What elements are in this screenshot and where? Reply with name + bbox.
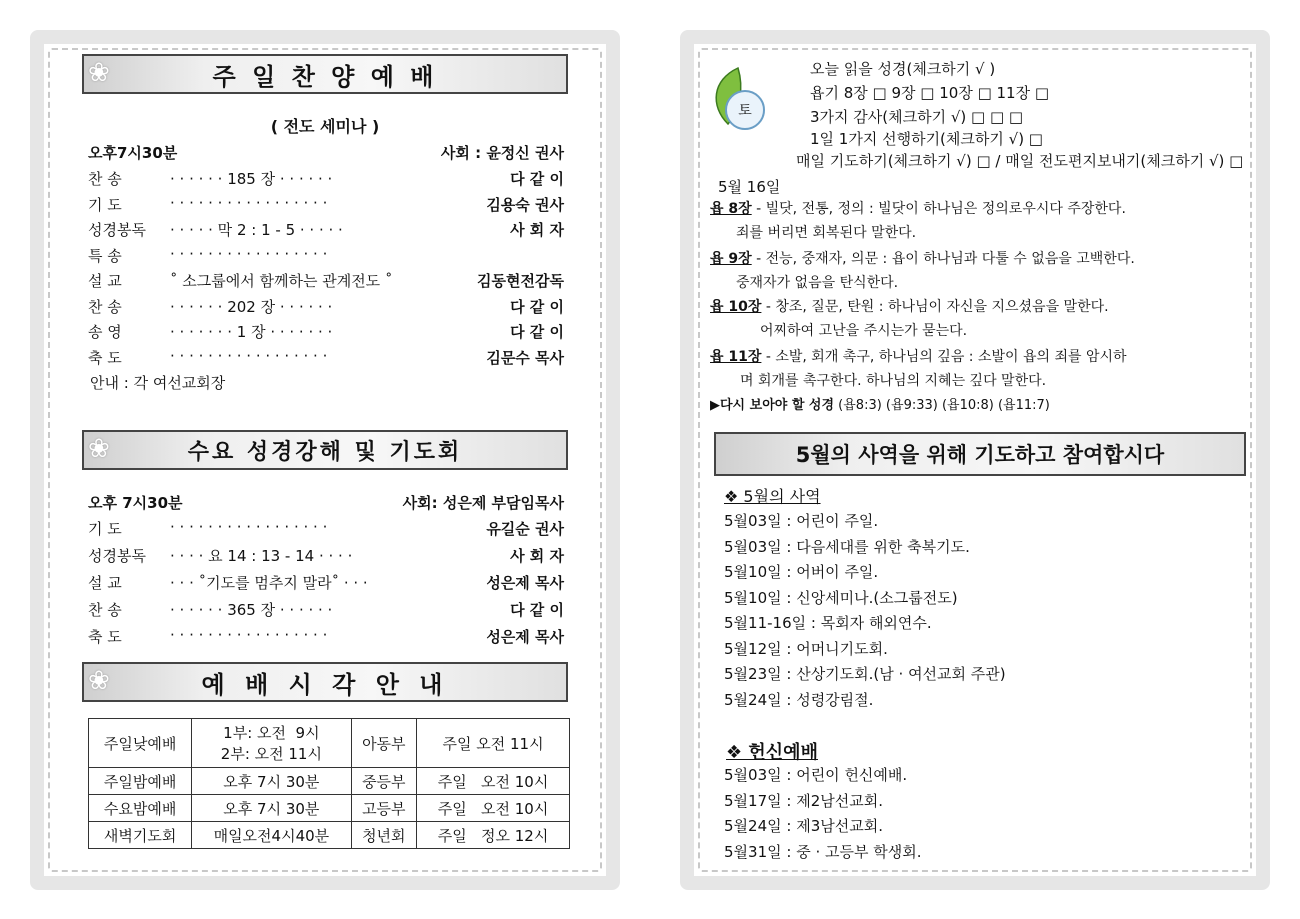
order-leader: 다 같 이 (510, 601, 564, 619)
order-detail: · · · · · 막 2 : 1 - 5 · · · · · (170, 221, 343, 239)
may-ministry-subtitle: ❖ 5월의 사역 (724, 487, 821, 506)
order-leader: 성은제 목사 (486, 628, 564, 646)
order-detail: · · · ˚기도를 멈추지 말라˚ · · · (170, 574, 368, 592)
order-detail: · · · · · · · · · · · · · · · · · (170, 346, 328, 365)
verse-text-8b: 죄를 버리면 회복된다 말한다. (736, 225, 917, 241)
schedule-header (82, 662, 568, 702)
order-leader: 다 같 이 (510, 323, 564, 341)
may-ministry-title: 5월의 사역을 위해 기도하고 참여합시다 (795, 443, 1165, 467)
seminar-subtitle: ( 전도 세미나 ) (270, 117, 380, 136)
order-detail: · · · · · · 365 장 · · · · · · (170, 601, 333, 619)
order-label: 설 교 (88, 574, 122, 592)
flower-icon: ❀ (88, 666, 116, 696)
table-cell: 청년회 (351, 822, 417, 849)
table-cell: 매일오전4시40분 (192, 822, 351, 849)
left-page (30, 30, 620, 890)
verse-text-10b: 어찌하여 고난을 주시는가 묻는다. (760, 323, 968, 339)
order-leader: 사 회 자 (510, 221, 564, 239)
order-label: 기 도 (88, 195, 122, 214)
order-label: 특 송 (88, 246, 122, 265)
order-label: 축 도 (88, 628, 122, 646)
sunday-worship-title: 주 일 찬 양 예 배 (212, 62, 438, 91)
list-item: 5월17일 : 제2남선교회. (724, 791, 883, 810)
schedule-title: 예 배 시 각 안 내 (201, 670, 449, 699)
review-refs: (욥8:3) (욥9:33) (욥10:8) (욥11:7) (834, 398, 1050, 413)
list-item: 5월10일 : 신앙세미나.(소그룹전도) (724, 588, 958, 607)
table-row (89, 822, 570, 849)
may-ministry-header (714, 432, 1246, 476)
verse-text-8: - 빌닷, 전통, 정의 : 빌닷이 하나님은 정의로우시다 주장한다. (751, 201, 1126, 217)
verse-text-11b: 며 회개를 촉구한다. 하나님의 지혜는 깊다 말한다. (740, 373, 1047, 389)
table-cell: 주일 오전 10시 (417, 795, 570, 822)
list-item: 5월24일 : 성령강림절. (724, 690, 874, 709)
order-label: 축 도 (88, 348, 122, 367)
table-row (89, 719, 570, 768)
order-label: 설 교 (88, 272, 122, 290)
table-cell: 주일밤예배 (89, 768, 192, 795)
verse-ref-10: 욥 10장 (710, 299, 762, 315)
flower-icon: ❀ (88, 434, 113, 464)
wednesday-host: 사회: 성은제 부담임목사 (402, 494, 564, 512)
order-detail: · · · · · · 185 장 · · · · · · (170, 170, 333, 188)
table-cell: 주일 정오 12시 (417, 822, 570, 849)
verse-text-9b: 중재자가 없음을 탄식한다. (736, 275, 899, 291)
list-item: 5월03일 : 어린이 헌신예배. (724, 766, 908, 784)
sunday-worship-header (82, 54, 568, 94)
order-detail: ˚ 소그룹에서 함께하는 관계전도 ˚ (170, 272, 393, 290)
day-badge (725, 90, 765, 130)
table-cell: 주일 오전 10시 (417, 768, 570, 795)
order-label: 기 도 (88, 520, 122, 538)
wednesday-header (82, 430, 568, 470)
order-detail: · · · · · · · 1 장 · · · · · · · (170, 323, 333, 341)
table-row (89, 795, 570, 822)
check-line-2: 욥기 8장 □ 9장 □ 10장 □ 11장 □ (810, 84, 1050, 102)
table-row (89, 768, 570, 795)
wednesday-time: 오후 7시30분 (88, 494, 183, 512)
order-detail: · · · · · · 202 장 · · · · · · (170, 297, 333, 316)
table-cell: 아동부 (351, 719, 417, 768)
verse-ref-8: 욥 8장 (710, 201, 752, 217)
flower-icon: ❀ (88, 58, 114, 88)
order-leader: 유길순 권사 (486, 520, 564, 538)
order-leader: 성은제 목사 (486, 574, 564, 592)
verse-text-10: - 창조, 질문, 탄원 : 하나님이 자신을 지으셨음을 말한다. (761, 299, 1109, 315)
check-line-3: 3가지 감사(체크하기 √) □ □ □ (810, 108, 1024, 126)
order-detail: · · · · · · · · · · · · · · · · · (170, 518, 328, 536)
order-leader: 사 회 자 (510, 547, 564, 565)
order-label: 찬 송 (88, 297, 122, 316)
list-item: 5월10일 : 어버이 주일. (724, 563, 879, 581)
list-item: 5월24일 : 제3남선교회. (724, 817, 883, 835)
verse-text-11: - 소발, 회개 촉구, 하나님의 깊음 : 소발이 욥의 죄를 암시하 (761, 349, 1127, 365)
check-line-5: 매일 기도하기(체크하기 √) □ / 매일 전도편지보내기(체크하기 √) □ (796, 152, 1244, 170)
order-detail: · · · · · · · · · · · · · · · · · (170, 193, 328, 212)
table-cell: 오후 7시 30분 (192, 795, 351, 822)
order-label: 성경봉독 (88, 547, 146, 565)
table-cell: 오후 7시 30분 (192, 768, 351, 795)
list-item: 5월31일 : 중 · 고등부 학생회. (724, 842, 922, 861)
verse-ref-9: 욥 9장 (710, 251, 752, 267)
table-cell: 고등부 (351, 795, 417, 822)
table-cell: 중등부 (351, 768, 417, 795)
check-line-1: 오늘 읽을 성경(체크하기 √ ) (810, 60, 996, 78)
order-leader: 다 같 이 (510, 297, 564, 316)
order-leader: 김문수 목사 (486, 348, 564, 367)
review-label: ▶다시 보아야 할 성경 (710, 398, 835, 413)
order-label: 찬 송 (88, 170, 122, 188)
order-label: 찬 송 (88, 601, 122, 619)
table-cell: 새벽기도회 (89, 822, 192, 849)
dedication-subtitle: ❖ 헌신예배 (726, 742, 818, 763)
table-cell: 1부: 오전 9시 2부: 오전 11시 (192, 719, 351, 768)
check-line-4: 1일 1가지 선행하기(체크하기 √) □ (810, 130, 1043, 148)
order-leader: 김동현전감독 (477, 272, 564, 290)
order-detail: · · · · · · · · · · · · · · · · · (170, 626, 328, 644)
order-leader: 김용숙 권사 (486, 195, 564, 214)
wednesday-title: 수요 성경강해 및 기도회 (187, 439, 463, 465)
worship-times-table (88, 718, 570, 849)
table-cell: 수요밤예배 (89, 795, 192, 822)
list-item: 5월11-16일 : 목회자 해외연수. (724, 614, 932, 632)
list-item: 5월23일 : 산상기도회.(남 · 여선교회 주관) (724, 665, 1006, 683)
table-cell: 주일 오전 11시 (417, 719, 570, 768)
order-detail: · · · · · · · · · · · · · · · · · (170, 244, 328, 263)
table-cell: 주일낮예배 (89, 719, 192, 768)
right-page (680, 30, 1270, 890)
order-label: 성경봉독 (88, 221, 146, 239)
day-label: 토 (738, 103, 752, 119)
list-item: 5월12일 : 어머니기도회. (724, 639, 888, 658)
verse-text-9: - 전능, 중재자, 의문 : 욥이 하나님과 다툴 수 없음을 고백한다. (751, 251, 1135, 267)
sunday-time: 오후7시30분 (88, 144, 178, 162)
order-leader: 다 같 이 (510, 170, 564, 188)
order-detail: · · · · 요 14 : 13 - 14 · · · · (170, 547, 353, 565)
notice: 안내 : 각 여선교회장 (90, 374, 226, 392)
reading-date: 5월 16일 (718, 178, 781, 196)
order-label: 송 영 (88, 323, 122, 341)
verse-ref-11: 욥 11장 (710, 349, 762, 365)
sunday-host: 사회 : 윤정신 권사 (440, 144, 564, 162)
list-item: 5월03일 : 어린이 주일. (724, 512, 879, 530)
list-item: 5월03일 : 다음세대를 위한 축복기도. (724, 537, 970, 556)
